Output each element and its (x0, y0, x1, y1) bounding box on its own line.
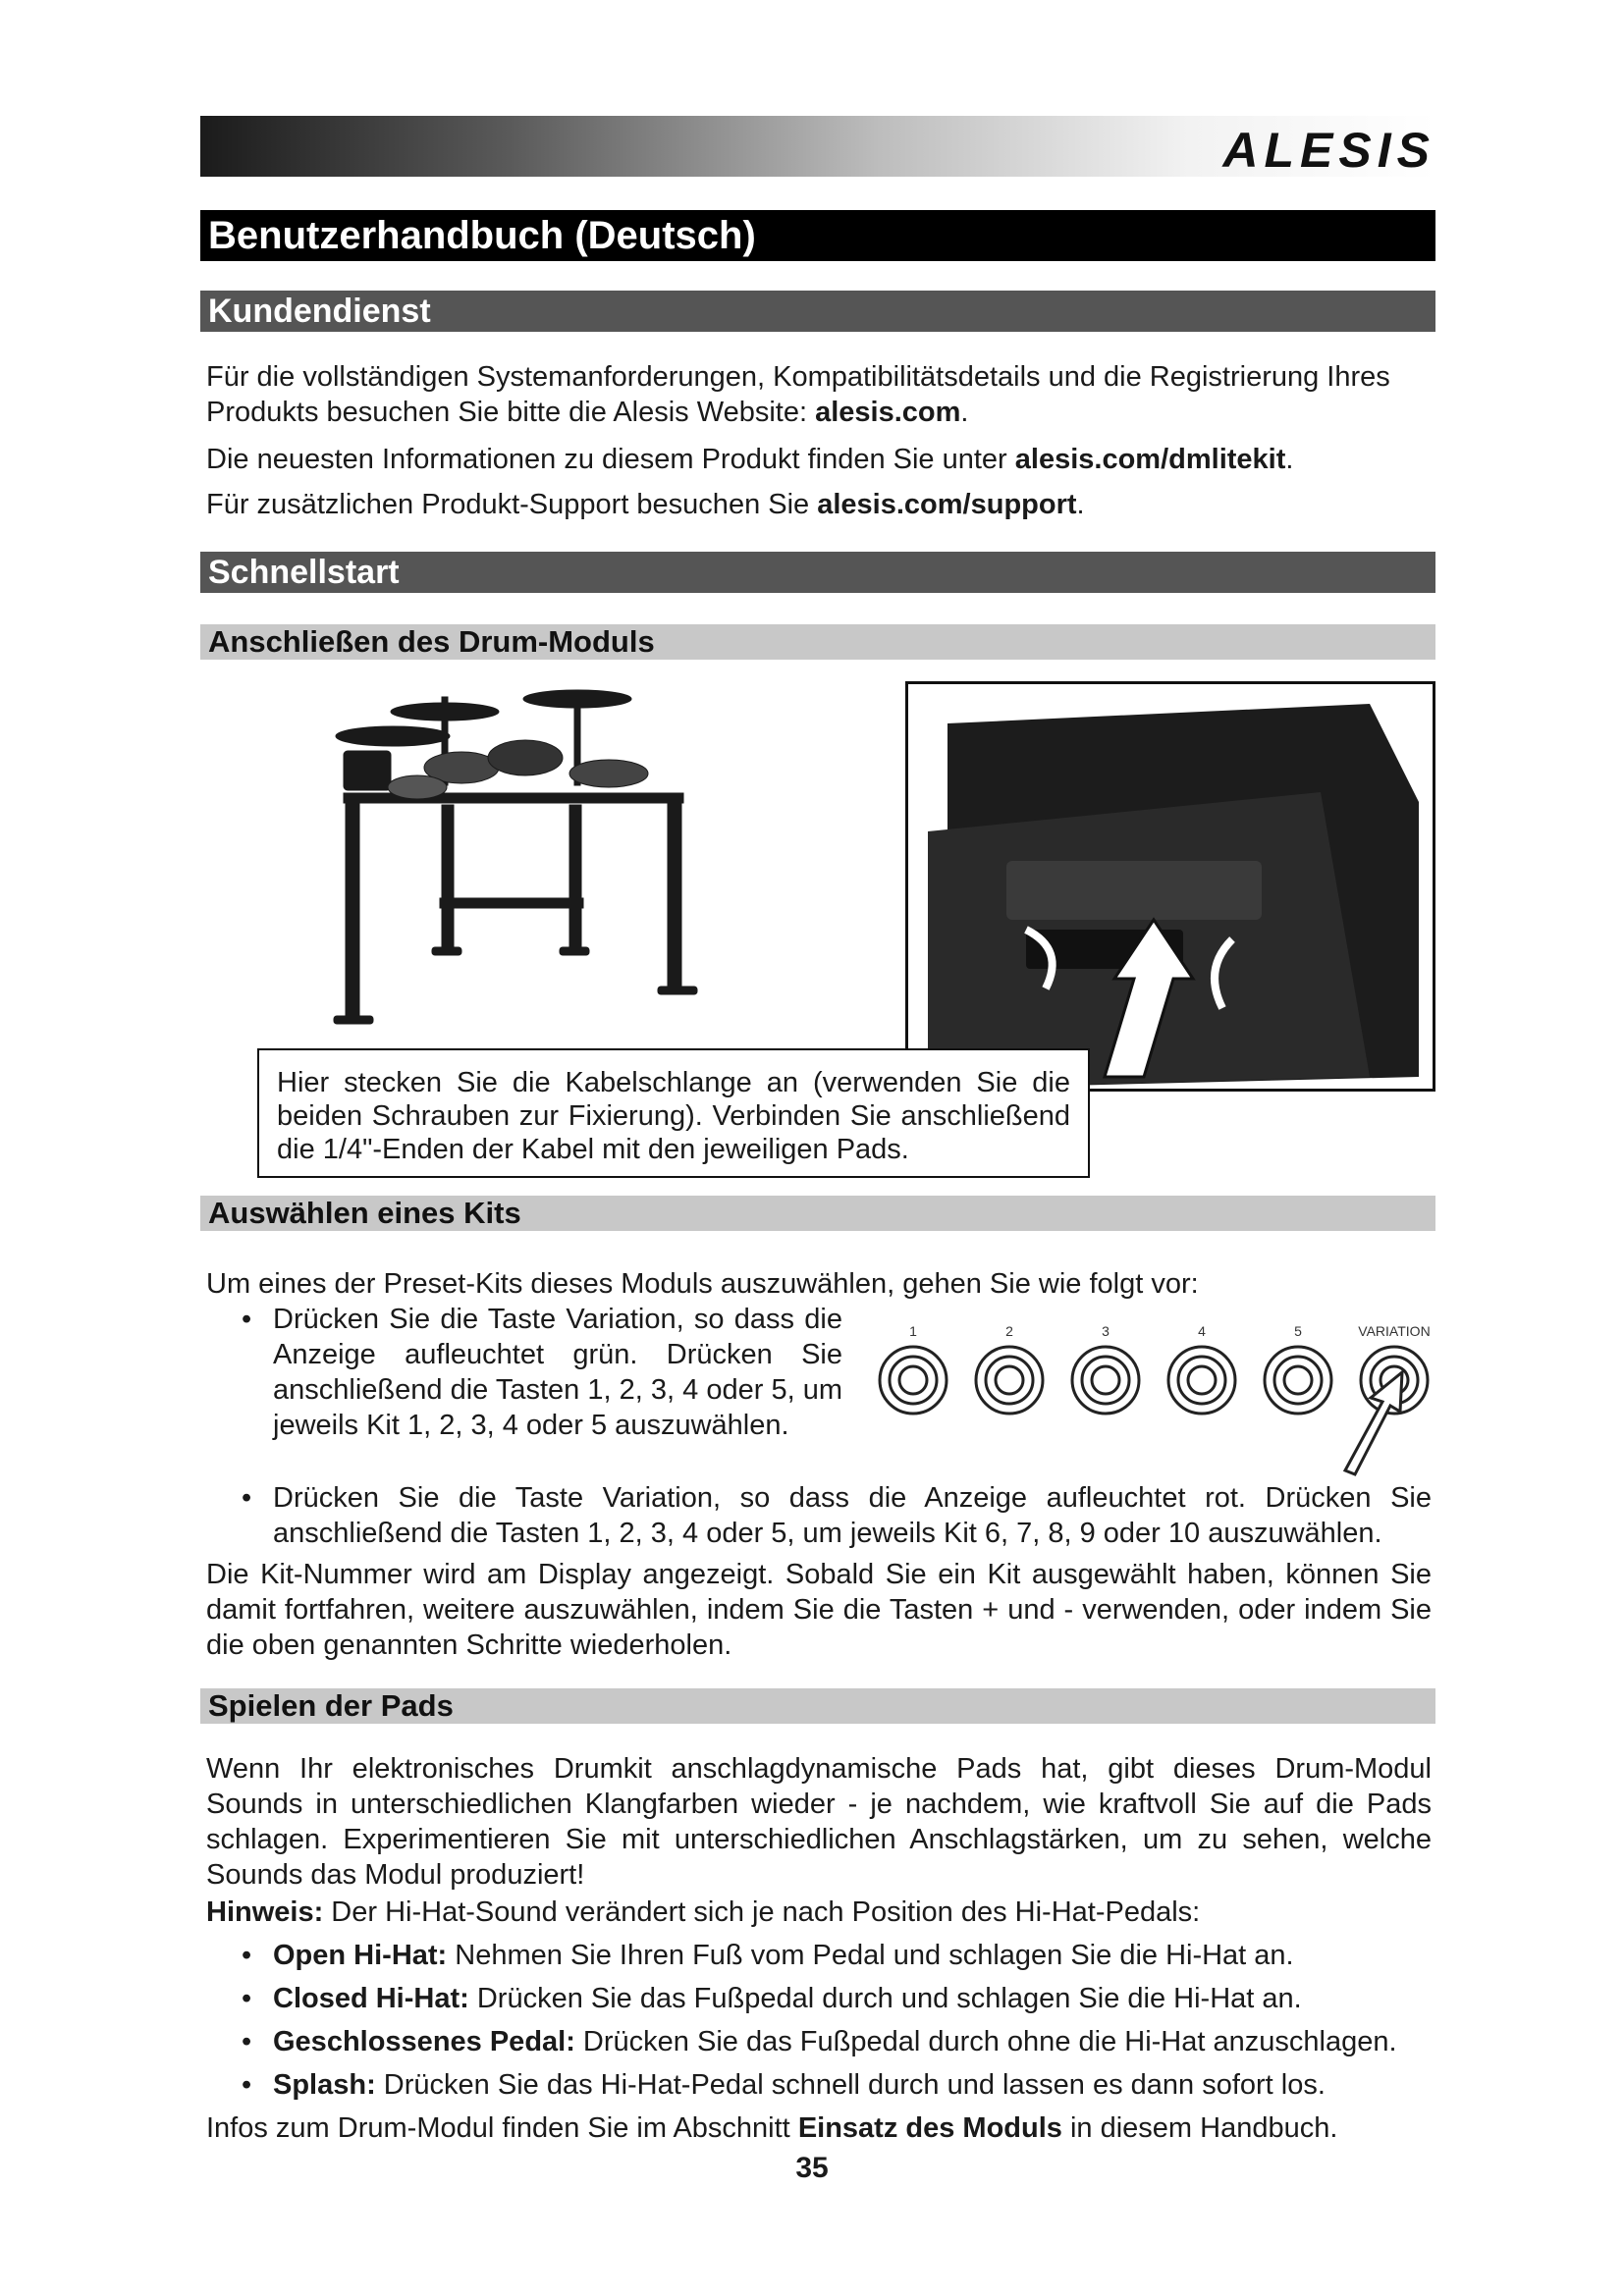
kit-intro: Um eines der Preset-Kits dieses Moduls auszuwählen, gehen Sie wie folgt vor: (206, 1268, 1199, 1300)
hihat-item-splash: • Splash: Drücken Sie das Hi-Hat-Pedal schnell durch und lassen es dann sofort los. (242, 2069, 1326, 2101)
kundendienst-paragraph-2: Die neuesten Informationen zu diesem Produkt finden Sie unter alesis.com/dmlitekit. (206, 444, 1294, 475)
callout-cable-connection: Hier stecken Sie die Kabelschlange an (verwenden Sie die beiden Schrauben zur Fixierung). Verbinden Sie anschließend die 1/4"-Enden der Kabel mit den jeweiligen Pads. (257, 1048, 1090, 1178)
link-alesis-com[interactable]: alesis.com (815, 397, 961, 428)
button-label-5: 5 (1294, 1323, 1302, 1339)
button-label-2: 2 (1005, 1323, 1013, 1339)
pads-paragraph: Wenn Ihr elektronisches Drumkit anschlagdynamische Pads hat, gibt dieses Drum-Modul Sounds in unterschiedlichen Klangfarben wieder - je nachdem, wie kraftvoll Sie auf die Pads schlagen. Experimentieren Sie mit unterschiedlichen Anschlagstärken, um zu sehen, welche Sounds das Modul produziert! (206, 1753, 1432, 1891)
hihat-item-closed: • Closed Hi-Hat: Drücken Sie das Fußpedal durch und schlagen Sie die Hi-Hat an. (242, 1983, 1302, 2014)
drum-kit-illustration (324, 677, 717, 1041)
button-label-variation: VARIATION (1358, 1323, 1431, 1339)
subheading-pads: Spielen der Pads (200, 1688, 1435, 1724)
link-dmlitekit[interactable]: alesis.com/dmlitekit (1014, 444, 1286, 475)
kit-bullet-1: • Drücken Sie die Taste Variation, so dass die Anzeige aufleuchtet grün. Drücken Sie anschließend die Tasten 1, 2, 3, 4 oder 5, um jeweils Kit 1, 2, 3, 4 oder 5 auszuwählen. (242, 1304, 842, 1441)
kundendienst-paragraph-3: Für zusätzlichen Produkt-Support besuchen Sie alesis.com/support. (206, 489, 1085, 520)
button-label-1: 1 (909, 1323, 917, 1339)
hihat-item-open: • Open Hi-Hat: Nehmen Sie Ihren Fuß vom Pedal und schlagen Sie die Hi-Hat an. (242, 1940, 1294, 1971)
kundendienst-paragraph-1: Für die vollständigen Systemanforderungen, Kompatibilitätsdetails und die Registrierung Ihres Produkts besuchen Sie bitte die Alesis Website: alesis.com. (206, 361, 1390, 428)
subheading-kit-auswahl: Auswählen eines Kits (200, 1196, 1435, 1231)
alesis-logo: ALESIS (1222, 123, 1435, 178)
button-label-3: 3 (1102, 1323, 1110, 1339)
kit-outro: Die Kit-Nummer wird am Display angezeigt. Sobald Sie ein Kit ausgewählt haben, können Sie damit fortfahren, weitere auszuwählen, indem Sie die Tasten + und - verwenden, oder indem Sie die oben genannten Schritte wiederholen. (206, 1559, 1432, 1661)
hihat-item-pedal: • Geschlossenes Pedal: Drücken Sie das Fußpedal durch ohne die Hi-Hat anzuschlagen. (242, 2026, 1397, 2057)
kit-bullet-2: • Drücken Sie die Taste Variation, so dass die Anzeige aufleuchtet rot. Drücken Sie anschließend die Tasten 1, 2, 3, 4 oder 5, um jeweils Kit 6, 7, 8, 9 oder 10 auszuwählen. (242, 1482, 1432, 1549)
page-title: Benutzerhandbuch (Deutsch) (200, 210, 1435, 261)
page-number: 35 (795, 2152, 829, 2184)
drum-module-photo (905, 681, 1435, 1092)
section-heading-kundendienst: Kundendienst (200, 291, 1435, 332)
link-support[interactable]: alesis.com/support (817, 489, 1077, 520)
kit-buttons-graphic (872, 1343, 1432, 1480)
pads-note: Hinweis: Der Hi-Hat-Sound verändert sich je nach Position des Hi-Hat-Pedals: (206, 1896, 1201, 1928)
button-label-4: 4 (1198, 1323, 1206, 1339)
kit-buttons-illustration (872, 1323, 1432, 1480)
header-gradient-bar (200, 116, 1435, 177)
section-heading-schnellstart: Schnellstart (200, 552, 1435, 593)
pads-final-note: Infos zum Drum-Modul finden Sie im Abschnitt Einsatz des Moduls in diesem Handbuch. (206, 2112, 1338, 2144)
subheading-anschliessen: Anschließen des Drum-Moduls (200, 624, 1435, 660)
